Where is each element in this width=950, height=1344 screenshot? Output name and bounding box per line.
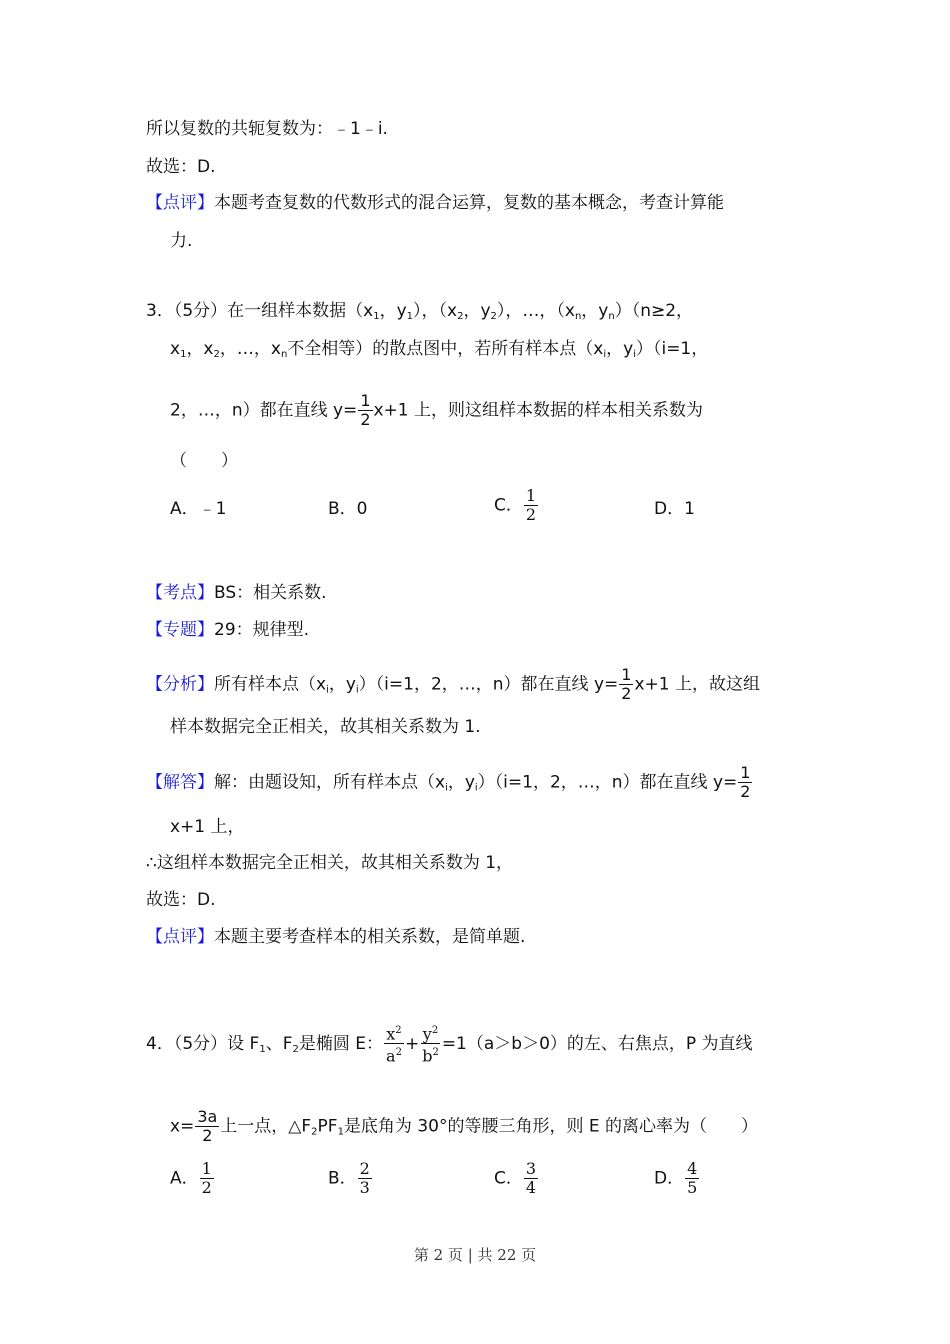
- text: x+1 上，则这组样本数据的样本相关系数为: [373, 400, 704, 421]
- numerator: x: [386, 1024, 396, 1044]
- numerator: 1: [360, 391, 371, 410]
- subscript: 1: [337, 1126, 344, 1138]
- denominator: 2: [201, 1178, 212, 1197]
- denominator: 5: [687, 1178, 698, 1197]
- q4-option-a: [170, 1160, 215, 1197]
- text: ）（i=1，2，…，n）都在直线 y=: [477, 772, 738, 793]
- option-label: C．: [494, 1168, 523, 1189]
- exponent: 2: [432, 1047, 439, 1059]
- option-label: B．: [328, 499, 357, 519]
- fraction-half: [738, 764, 752, 801]
- fraction-y2-b2: [420, 1022, 441, 1066]
- review-line: [146, 192, 724, 214]
- fenxi-tag: 【分析】: [146, 674, 214, 695]
- text: ）（i=1，2，…，n）都在直线 y=: [358, 674, 619, 695]
- subscript: 1: [373, 311, 380, 322]
- text: 、F: [265, 1033, 293, 1054]
- review-tag: 【点评】: [146, 193, 214, 213]
- text: 是底角为 30°的等腰三角形，则 E 的离心率为（ ）: [343, 1116, 759, 1137]
- text: x: [170, 339, 181, 359]
- text: ，…，x: [219, 339, 281, 359]
- denominator: 2: [525, 505, 537, 524]
- q3-option-d: [654, 498, 695, 520]
- text: ，y: [328, 674, 356, 695]
- zhuanti-tag: 【专题】: [146, 620, 214, 640]
- denominator: 2: [740, 782, 751, 801]
- subscript: 1: [259, 1043, 266, 1055]
- review-text: 本题考查复数的代数形式的混合运算，复数的基本概念，考查计算能: [214, 193, 724, 213]
- fraction: [524, 487, 538, 524]
- kaodian-text: BS：相关系数.: [214, 583, 327, 603]
- option-value: 1: [684, 499, 695, 519]
- q3-jieda-line4: 故选：D.: [146, 890, 216, 910]
- text: 4．（5分）设 F: [146, 1033, 260, 1054]
- text: 不全相等）的散点图中，若所有样本点（x: [287, 339, 604, 359]
- option-label: D．: [654, 499, 685, 519]
- subscript: 2: [311, 1126, 318, 1138]
- text: ，y: [463, 301, 491, 321]
- option-label: D．: [654, 1168, 685, 1189]
- subscript: 1: [180, 349, 187, 360]
- text: 解：由题设知，所有样本点（x: [214, 772, 446, 793]
- text: =1（a＞b＞0）的左、右焦点，P 为直线: [441, 1033, 753, 1054]
- q4-stem-line2: [170, 1108, 758, 1145]
- denominator: 2: [360, 410, 371, 429]
- fraction-x2-a2: [384, 1022, 404, 1066]
- subscript: n: [574, 311, 582, 322]
- text: ）（i=1，: [635, 339, 709, 359]
- q4-option-d: [654, 1160, 700, 1197]
- text: ，x: [186, 339, 214, 359]
- option-label: C．: [494, 495, 523, 516]
- text: ）（n≥2，: [614, 301, 694, 321]
- q3-kaodian: [146, 582, 327, 604]
- q3-jieda-line1: [146, 764, 753, 801]
- conjugate-line: 所以复数的共轭复数为：﹣1﹣i.: [146, 119, 388, 139]
- denominator: 3: [359, 1178, 370, 1197]
- q4-option-c: [494, 1160, 539, 1197]
- kaodian-tag: 【考点】: [146, 583, 214, 603]
- text: 上一点，△F: [220, 1116, 312, 1137]
- text: 所有样本点（x: [214, 674, 327, 695]
- denominator: b: [422, 1046, 433, 1066]
- subscript: i: [633, 349, 636, 360]
- q3-stem-line1: [146, 300, 693, 322]
- numerator: 1: [740, 763, 751, 782]
- numerator: 3a: [197, 1107, 218, 1126]
- subscript: i: [474, 782, 478, 794]
- denominator: 4: [525, 1178, 537, 1197]
- numerator: 1: [201, 1159, 212, 1178]
- denominator: a: [386, 1046, 396, 1066]
- q3-zhuanti: [146, 619, 309, 641]
- denominator: 2: [621, 684, 632, 703]
- q4-stem-line1: [146, 1022, 753, 1066]
- review-text: 本题主要考查样本的相关系数，是简单题.: [214, 927, 526, 947]
- fraction-half: [619, 666, 633, 703]
- option-value: 0: [356, 499, 368, 519]
- jieda-tag: 【解答】: [146, 772, 214, 793]
- text: ），（x: [413, 301, 458, 321]
- q3-option-a: [170, 498, 226, 520]
- subscript: 2: [490, 311, 497, 322]
- numerator: 1: [525, 486, 537, 505]
- numerator: 4: [687, 1159, 698, 1178]
- q3-fenxi-line1: [146, 666, 760, 703]
- text: ），…，（x: [496, 301, 575, 321]
- fraction: [685, 1160, 699, 1197]
- subscript: i: [326, 684, 329, 696]
- exponent: 2: [395, 1047, 402, 1059]
- text: ，y: [447, 772, 475, 793]
- exponent: 2: [431, 1025, 439, 1036]
- option-label: A．: [170, 499, 199, 519]
- zhuanti-text: 29：规律型.: [214, 620, 310, 640]
- numerator: 2: [359, 1159, 370, 1178]
- subscript: i: [355, 684, 359, 696]
- fraction: [200, 1160, 214, 1197]
- text: PF: [317, 1116, 338, 1137]
- q3-answer-blank: （ ）: [170, 451, 238, 471]
- numerator: 3: [525, 1159, 537, 1178]
- subscript: n: [280, 349, 288, 360]
- q4-option-b: [328, 1160, 373, 1197]
- review-tag: 【点评】: [146, 927, 214, 947]
- fraction-half: [358, 392, 372, 429]
- option-label: A．: [170, 1168, 199, 1189]
- text: ，y: [606, 339, 634, 359]
- q3-stem-line2: [170, 338, 708, 360]
- page-footer: 第 2 页 | 共 22 页: [413, 1246, 537, 1264]
- text: x+1 上，故这组: [634, 674, 760, 695]
- q3-review: [146, 926, 525, 948]
- option-label: B．: [328, 1168, 357, 1189]
- fraction-3a-2: [195, 1108, 219, 1145]
- choice-line: 故选：D.: [146, 157, 216, 177]
- denominator: 2: [202, 1126, 213, 1145]
- text: ，y: [581, 301, 609, 321]
- plus-sign: +: [404, 1033, 420, 1054]
- subscript: i: [445, 782, 448, 794]
- text: 是椭圆 E：: [298, 1033, 384, 1054]
- q3-stem-line3: [170, 392, 703, 429]
- option-value: ﹣1: [198, 499, 227, 519]
- numerator: 1: [621, 665, 632, 684]
- numerator: y: [422, 1024, 432, 1044]
- q3-option-c: [494, 487, 539, 524]
- q3-jieda-line3: ∴这组样本数据完全正相关，故其相关系数为 1，: [146, 853, 514, 873]
- q3-jieda-line2: x+1 上，: [170, 817, 245, 837]
- subscript: 1: [406, 311, 414, 322]
- fraction: [524, 1160, 538, 1197]
- text: x=: [170, 1116, 195, 1137]
- text: 2，…，n）都在直线 y=: [170, 400, 358, 421]
- subscript: 2: [292, 1043, 299, 1055]
- q3-fenxi-line2: 样本数据完全正相关，故其相关系数为 1.: [170, 717, 481, 737]
- text: 3．（5分）在一组样本数据（x: [146, 301, 374, 321]
- text: ，y: [379, 301, 407, 321]
- subscript: 2: [213, 349, 220, 360]
- subscript: 2: [457, 311, 464, 322]
- subscript: n: [608, 311, 615, 322]
- subscript: i: [603, 349, 607, 360]
- review-line-cont: 力.: [170, 231, 193, 251]
- exponent: 2: [395, 1025, 402, 1036]
- fraction: [358, 1160, 372, 1197]
- q3-option-b: [328, 498, 368, 520]
